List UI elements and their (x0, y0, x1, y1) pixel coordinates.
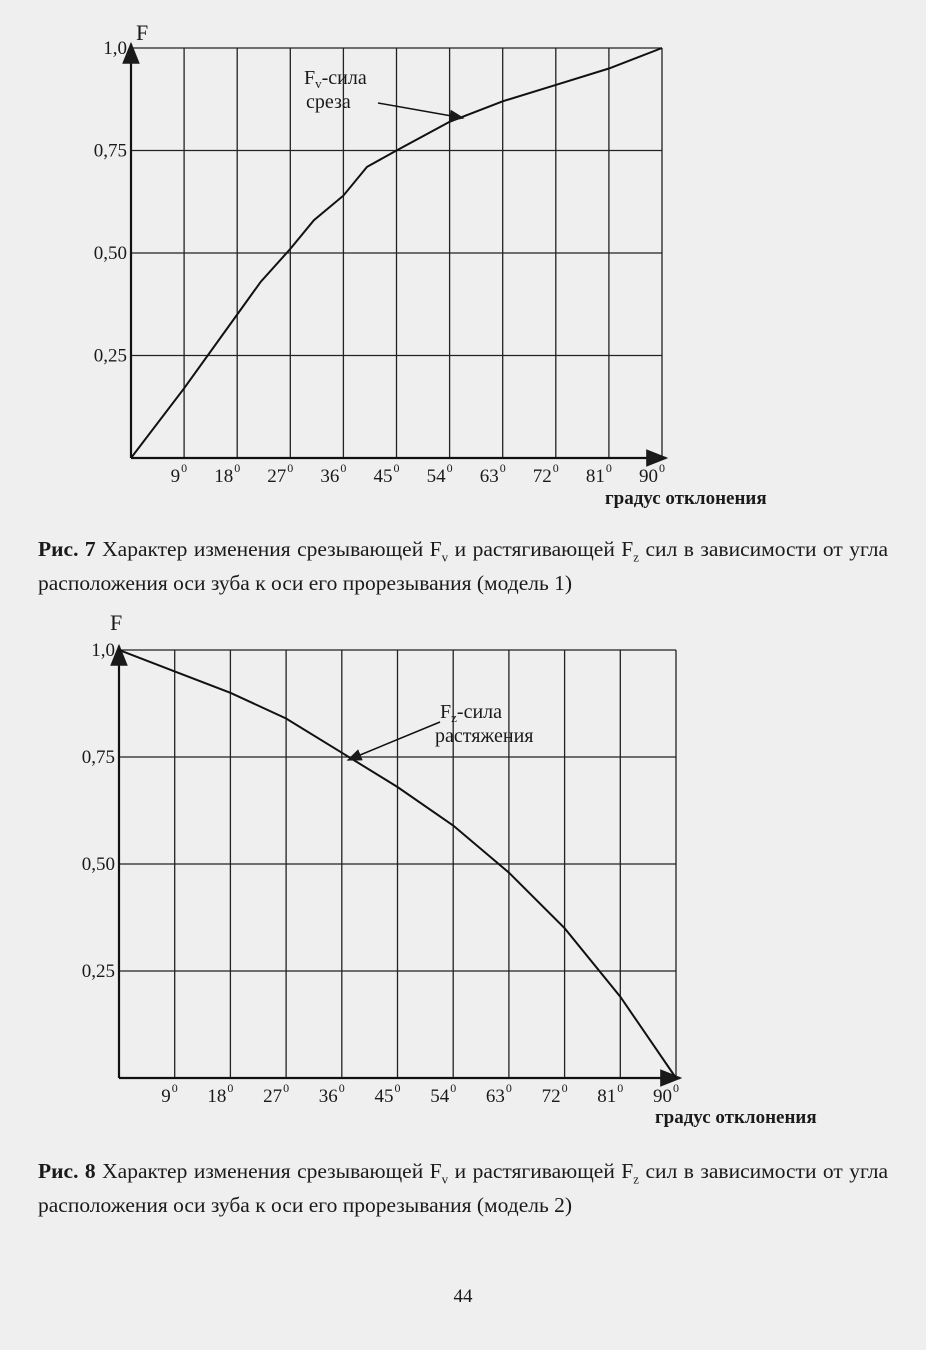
x-tick-degree: 0 (338, 1081, 345, 1095)
x-tick-label: 81 (585, 466, 605, 487)
x-tick-degree: 0 (605, 461, 612, 475)
x-tick-label: 90 (653, 1086, 672, 1107)
annotation-label-line2: среза (306, 91, 351, 113)
x-tick-label: 9 (161, 1086, 171, 1107)
x-tick-label: 81 (597, 1086, 617, 1107)
x-tick-degree: 0 (171, 1081, 178, 1095)
caption-sub: v (441, 1171, 449, 1187)
x-tick-label: 54 (426, 466, 446, 487)
x-tick-degree: 0 (561, 1081, 568, 1095)
figure-caption-7 (38, 536, 888, 597)
y-axis-label: F (110, 610, 123, 635)
caption-text: и растягивающей F (448, 1159, 634, 1183)
caption-sub: z (633, 549, 640, 565)
caption-text: Характер изменения срезывающей F (95, 1159, 442, 1183)
y-tick-label: 1,0 (103, 38, 127, 59)
annotation-arrow (348, 722, 440, 760)
x-tick-degree: 0 (227, 1081, 234, 1095)
x-axis-label: градус отклонения (655, 1107, 817, 1128)
caption-text: Характер изменения срезывающей F (95, 537, 442, 561)
x-tick-label: 54 (430, 1086, 450, 1107)
x-tick-degree: 0 (450, 1081, 457, 1095)
x-tick-degree: 0 (394, 1081, 401, 1095)
x-tick-label: 72 (541, 1086, 561, 1107)
x-tick-label: 45 (374, 1086, 394, 1107)
y-tick-label: 0,25 (81, 961, 115, 982)
x-tick-degree: 0 (552, 461, 559, 475)
y-tick-label: 0,25 (93, 345, 127, 367)
x-tick-degree: 0 (673, 1081, 679, 1095)
x-tick-label: 63 (479, 466, 499, 487)
x-tick-degree: 0 (393, 461, 400, 475)
annotation-label-line2: растяжения (435, 725, 534, 747)
page-number: 44 (453, 1286, 473, 1307)
x-tick-label: 18 (214, 466, 234, 487)
x-tick-degree: 0 (499, 461, 506, 475)
x-tick-degree: 0 (340, 461, 347, 475)
y-tick-label: 1,0 (91, 640, 115, 661)
x-tick-degree: 0 (283, 1081, 290, 1095)
x-tick-label: 72 (532, 466, 552, 487)
caption-label: Рис. 8 (38, 1159, 96, 1183)
x-tick-label: 27 (263, 1086, 283, 1107)
caption-text: и растягивающей F (448, 537, 634, 561)
x-tick-degree: 0 (287, 461, 294, 475)
x-tick-label: 90 (639, 466, 658, 487)
x-tick-degree: 0 (505, 1081, 512, 1095)
y-axis-label: F (136, 20, 149, 45)
caption-text: сил в зависимости от угла расположения оси зуба к оси его прорезывания (модель 1) (38, 537, 889, 596)
x-tick-degree: 0 (234, 461, 241, 475)
y-tick-label: 0,50 (81, 854, 115, 875)
caption-sub: z (633, 1171, 640, 1187)
x-tick-degree: 0 (617, 1081, 624, 1095)
annotation-label: $F_z$-сила (440, 701, 503, 725)
y-tick-label: 0,75 (81, 747, 115, 768)
annotation-label: $F_v$-сила (304, 67, 367, 91)
chart-tension-force (82, 610, 817, 1128)
x-tick-label: 63 (485, 1086, 505, 1107)
x-tick-label: 36 (320, 466, 340, 487)
x-tick-label: 36 (318, 1086, 338, 1107)
x-axis-label: градус отклонения (605, 488, 767, 509)
y-tick-label: 0,75 (93, 140, 127, 162)
x-tick-degree: 0 (181, 461, 188, 475)
caption-label: Рис. 7 (38, 537, 96, 561)
x-tick-label: 9 (170, 466, 181, 487)
chart-shear-force (94, 20, 767, 509)
x-tick-label: 18 (207, 1086, 227, 1107)
x-tick-label: 27 (267, 466, 287, 487)
x-tick-label: 45 (373, 466, 393, 487)
x-tick-degree: 0 (659, 461, 665, 475)
caption-sub: v (441, 549, 449, 565)
y-tick-label: 0,50 (93, 243, 127, 264)
x-tick-degree: 0 (446, 461, 453, 475)
figure-caption-8 (38, 1158, 888, 1219)
caption-text: сил в зависимости от угла расположения оси зуба к оси его прорезывания (модель 2) (38, 1159, 889, 1218)
